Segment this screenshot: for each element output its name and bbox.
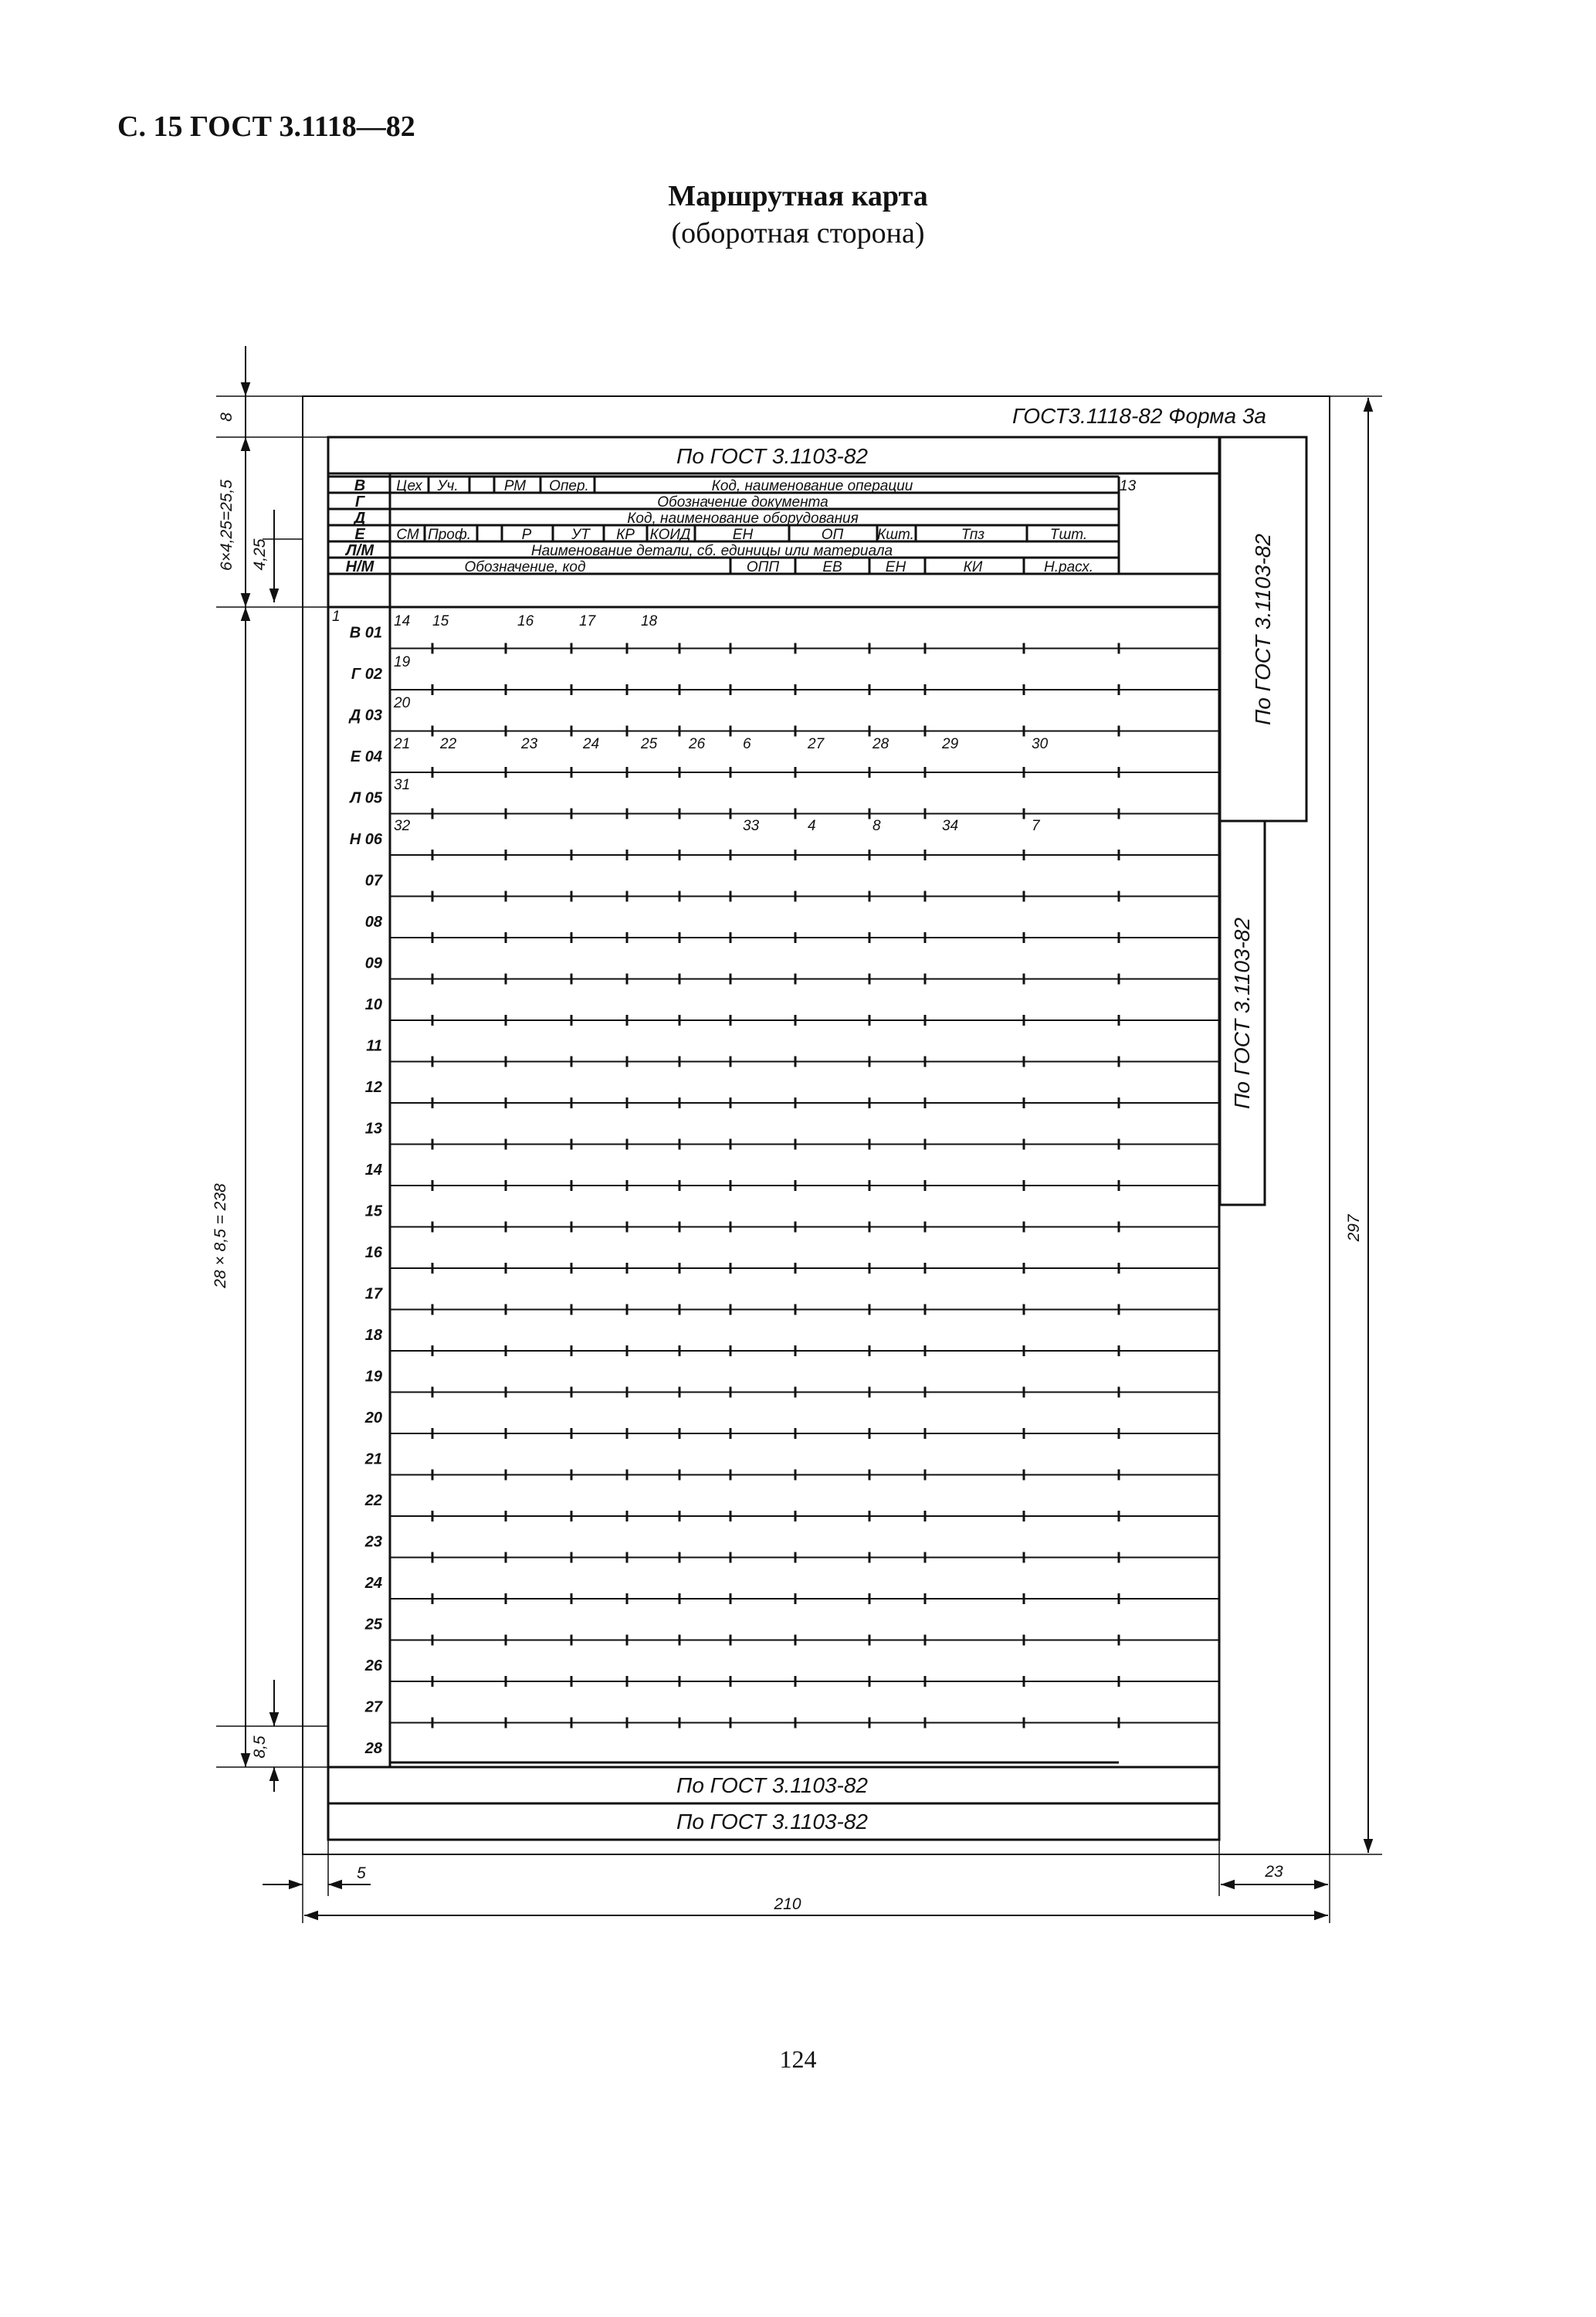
dim-body-rows: 28 × 8,5 = 238 <box>212 1183 229 1288</box>
row-label: Н 06 <box>349 831 382 848</box>
header-code-g: Г <box>354 494 365 511</box>
row-label: 10 <box>364 996 382 1013</box>
field-34: 34 <box>942 818 959 834</box>
field-32: 32 <box>394 818 411 834</box>
field-29: 29 <box>942 736 959 752</box>
form-label: ГОСТ3.1118-82 Форма 3а <box>1012 404 1266 428</box>
row-label: Л 05 <box>350 789 382 807</box>
row-label: 15 <box>364 1203 382 1220</box>
row-label: 16 <box>364 1244 382 1261</box>
row-label: 24 <box>364 1575 382 1592</box>
row-label: 25 <box>364 1616 382 1633</box>
field-16: 16 <box>517 613 534 629</box>
field-6: 6 <box>743 736 751 752</box>
hdr-ut: УТ <box>571 527 590 543</box>
field-21: 21 <box>394 736 411 752</box>
page-number: 124 <box>779 2045 817 2073</box>
header-code-lm: Л/М <box>346 542 374 559</box>
row-label: 18 <box>364 1327 382 1344</box>
row-label: Е 04 <box>350 748 382 765</box>
hdr-doc: Обозначение документа <box>657 494 828 511</box>
row-label: 27 <box>364 1698 382 1716</box>
field-13: 13 <box>1120 478 1137 494</box>
hdr-nrash: Н.расх. <box>1044 559 1093 575</box>
form-title: Маршрутная карта <box>668 180 928 212</box>
body-rows <box>390 643 1219 1763</box>
hdr-rm: РМ <box>503 478 527 494</box>
top-ref-text: По ГОСТ 3.1103-82 <box>676 444 868 468</box>
hdr-sm: СМ <box>396 527 419 543</box>
hdr-equip: Код, наименование оборудования <box>627 511 859 527</box>
header-code-nm: Н/М <box>345 558 374 575</box>
row-labels <box>348 625 383 1758</box>
dim-row-height: 8,5 <box>251 1735 269 1759</box>
header-code-v: В <box>354 477 366 494</box>
row-label: 09 <box>364 955 382 972</box>
row-label: 20 <box>364 1410 382 1426</box>
row-label: 14 <box>364 1162 382 1179</box>
row-label: Д 03 <box>349 707 382 724</box>
field-26: 26 <box>689 736 706 752</box>
field-8: 8 <box>873 818 881 834</box>
field-22: 22 <box>440 736 457 752</box>
field-30: 30 <box>1032 736 1049 752</box>
main-frame <box>328 473 1219 1767</box>
bottom-ref-text-1: По ГОСТ 3.1103-82 <box>676 1773 868 1797</box>
sheet-border <box>303 396 1330 1854</box>
field-25: 25 <box>641 736 658 752</box>
hdr-kr: КР <box>616 527 635 543</box>
row-label: В 01 <box>349 624 382 642</box>
field-14: 14 <box>394 613 411 629</box>
field-18: 18 <box>641 613 658 629</box>
hdr-opp: ОПП <box>746 559 780 575</box>
row-label: 22 <box>364 1492 382 1509</box>
field-19: 19 <box>394 654 411 670</box>
hdr-koid: КОИД <box>649 527 691 543</box>
field-15: 15 <box>432 613 449 629</box>
hdr-tpz: Тпз <box>961 527 985 543</box>
row-label: 13 <box>364 1120 382 1138</box>
hdr-en: ЕН <box>732 527 754 543</box>
field-17: 17 <box>579 613 596 629</box>
field-28: 28 <box>873 736 889 752</box>
dim-right-margin: 23 <box>1265 1863 1283 1881</box>
hdr-r: Р <box>521 527 532 543</box>
row-label: 19 <box>364 1368 382 1386</box>
dim-left-margin: 5 <box>357 1864 366 1882</box>
side-ref-lower-text: По ГОСТ 3.1103-82 <box>1230 918 1254 1109</box>
dim-total-height: 297 <box>1345 1214 1363 1242</box>
row-label: 17 <box>364 1285 382 1303</box>
hdr-oper: Опер. <box>549 478 589 494</box>
field-7: 7 <box>1032 818 1040 834</box>
hdr-ev: ЕВ <box>822 559 842 575</box>
field-33: 33 <box>743 818 760 834</box>
dim-header-row: 4,25 <box>251 538 269 571</box>
row-label: 07 <box>364 872 382 890</box>
hdr-prof: Проф. <box>427 527 472 543</box>
field-20: 20 <box>394 695 411 711</box>
field-23: 23 <box>521 736 538 752</box>
hdr-op: ОП <box>821 527 844 543</box>
hdr-ki: КИ <box>963 559 983 575</box>
corner-mark: 1 <box>332 609 341 625</box>
row-label: 21 <box>364 1450 382 1468</box>
page-header: С. 15 ГОСТ 3.1118—82 <box>117 110 415 143</box>
bottom-ref-text-2: По ГОСТ 3.1103-82 <box>676 1810 868 1834</box>
hdr-op-name: Код, наименование операции <box>711 478 913 494</box>
dim-header-rows: 6×4,25=25,5 <box>218 480 236 571</box>
field-4: 4 <box>808 818 816 834</box>
hdr-en2: ЕН <box>885 559 906 575</box>
row-label: Г 02 <box>351 666 382 683</box>
dim-total-width: 210 <box>774 1895 801 1913</box>
side-ref-upper-text: По ГОСТ 3.1103-82 <box>1251 534 1275 725</box>
row-label: 11 <box>366 1037 382 1055</box>
row-label: 23 <box>364 1533 382 1551</box>
dim-top-margin: 8 <box>218 412 236 422</box>
row-label: 12 <box>364 1079 382 1096</box>
row-label: 26 <box>364 1657 382 1674</box>
hdr-designation: Обозначение, код <box>464 559 586 575</box>
row-label: 28 <box>364 1740 382 1757</box>
header-code-d: Д <box>354 510 366 527</box>
hdr-uch: Уч. <box>437 478 459 494</box>
form-subtitle: (оборотная сторона) <box>671 217 925 249</box>
row-label: 08 <box>364 914 382 931</box>
hdr-tseh: Цех <box>396 478 422 494</box>
field-31: 31 <box>394 777 411 793</box>
field-24: 24 <box>583 736 600 752</box>
hdr-ksht: Кшт. <box>877 527 914 543</box>
header-code-e: Е <box>354 526 365 543</box>
hdr-tsht: Тшт. <box>1049 527 1088 543</box>
hdr-part-name: Наименование детали, сб. единицы или материала <box>530 543 893 559</box>
field-27: 27 <box>808 736 825 752</box>
